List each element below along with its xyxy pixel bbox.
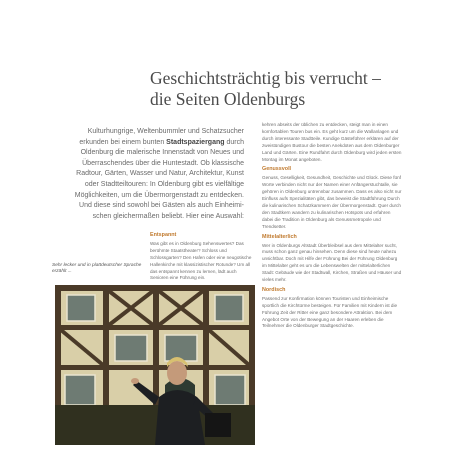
section-heading-genussvoll: Genussvoll [262,166,292,173]
intro-line: Und diese sind sowohl bei Gästen als auch Einheimi- [79,202,244,210]
intro-bold-term: Stadtspaziergang [166,138,225,146]
intro-line: oder Stadtteiltouren: In Oldenburg gibt es vielfältige [84,180,244,188]
section-heading-nordisch: Nordisch [262,286,286,293]
intro-line: Überraschendes über die Huntestadt. Ob klassische [82,159,244,167]
right-column [262,122,402,332]
half-timbered-house-illustration [55,285,255,445]
intro-line-text: erkunden bei einem bunten [79,138,167,146]
intro-line: Kulturhungrige, Weltenbummler und Schatzsucher [87,128,244,135]
section-heading-mittelalterlich: Mittelalterlich [262,233,297,240]
headline-line-2: die Seiten Oldenburgs [150,89,306,109]
intro-line: Radtour, Gärten, Wasser und Natur, Architektur, Kunst [76,170,244,178]
intro-paragraph [64,127,244,222]
section-heading-entspannt: Entspannt [150,232,177,238]
photo-caption: Sehr lecker und in plattdeutscher Sprache erzählt ... [52,263,142,275]
article-headline [150,68,440,110]
intro-line: Oldenburg die malerische Innenstadt von Neues und [80,149,244,157]
section-text-entspannt: Was gibt es in Oldenburg Sehenswertes? Das berühmte Staatstheater? Schloss und Schlossgarten? Den Hafen oder eine neugotische Hallenkirche mit klassizistischer Rotunde? Um all das entspannt kennen zu lernen, lädt auch Senioren eine Führung ein. [150,240,252,281]
section-text-genussvoll: Genuss, Geselligkeit, Gesundheit, Geschichte und Glück. Diese fünf Worte verbinden nicht nur der Namen einer Anfängerstuchtalle, sie gehören in Oldenburg untrennbar zusammen. Dass es also nicht nur Einfluss aufs Spezialitäten gibt, das beweist die Stadtführung Durch die kulinarischen Schatzkammern der Übermorgenstadt. Quer durch den Stadtkern wandern zu kulinarischen Hotspots und erfahren dabei die Tradition in Oldenburg als Genussmetropole und Trendsetter. [262,175,402,229]
tour-guide-photo [55,285,255,445]
headline-line-1: Geschichtsträchtig bis verrucht – [150,68,381,88]
section-text-mittelalterlich: Wer in Oldenburgs Altstadt Überbleibsel aus dem Mittelalter sucht, muss schon ganz genau hinsehen. Denn diese sind heute nahezu unsichtbar. Doch mit Hilfe der Führung Bei der Führung Oldenburg im Mittelalter geht es um die Lebenswelten der mittelalterlichen Stadt: Gebäude wie der Stadtwall, Kirchen, Straßen und Häuser und vieles mehr. [262,242,402,283]
intro-line: Möglichkeiten, um die Übermorgenstadt zu entdecken. [74,191,244,199]
intro-line: schen gleichermaßen beliebt. Hier eine Auswahl: [92,212,244,220]
section-text-nordisch: Passend zur Konfirmation können Touristen und Einheimische sportlich die Kirchtürme besteigen. Für Familien mit Kindern ist die Führung Zeit der Ritter eine ganz besondere Attraktion. Bei dem Angebot Orte von der Bewegung an der Haaren erleben die Teilnehmer die Oldenburger Stadtgeschichte. [262,295,398,329]
middle-column [150,232,256,282]
intro-bold-suffix: durch [224,138,244,146]
right-intro-text: kehren abseits der üblichen zu entdecken, steigt man in einen komfortablen Touren bus ein. Es geht kurz um die Wallanlagen und durch interessante Stadtteile. Kundige Gästeführer erklären auf der zweistündigen Bustour die besten Anekdoten aus dem Oldenburger Land und Gärten. Eine Rundfahrt durch Oldenburg wird jeden ersten Montag im Monat angeboten. [262,122,402,162]
intro-line [64,138,244,149]
